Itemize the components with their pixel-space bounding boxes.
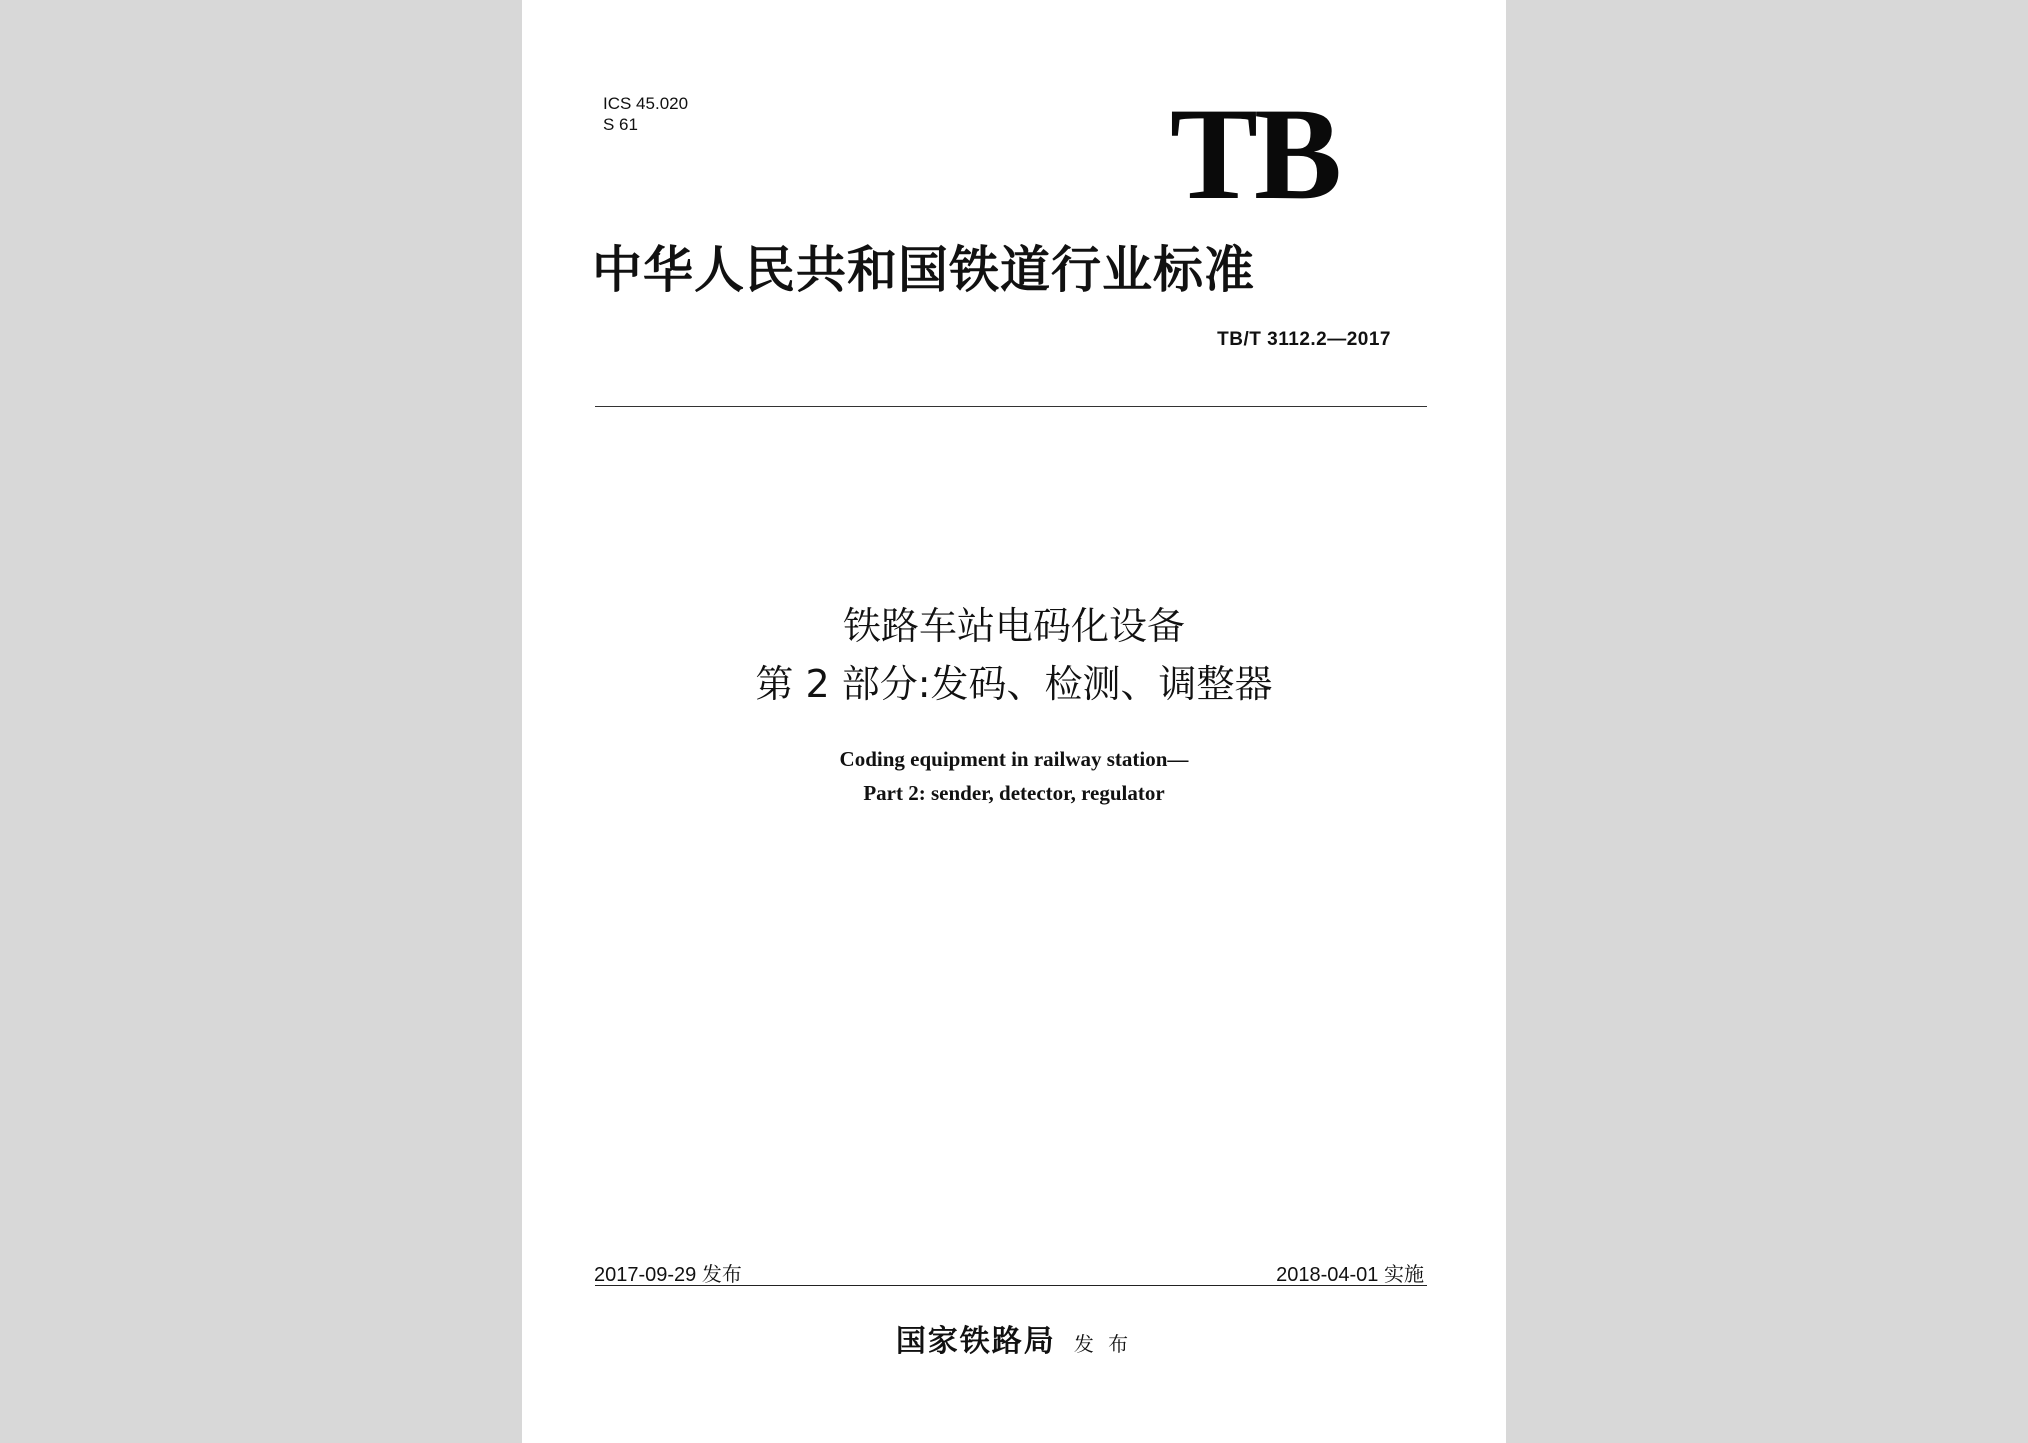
standard-code: TB/T 3112.2—2017 [1217, 329, 1391, 350]
standard-type-name: 中华人民共和国铁道行业标准 [592, 240, 1255, 299]
document-page [522, 0, 1506, 1443]
footer-divider [595, 1285, 1427, 1286]
classification-codes [603, 93, 688, 135]
english-title-line-2: Part 2: sender, detector, regulator [863, 781, 1165, 805]
chinese-title-line-1: 铁路车站电码化设备 [842, 604, 1185, 648]
ics-code: ICS 45.020 [603, 94, 689, 113]
effective-date: 2018-04-01 实施 [1276, 1264, 1424, 1286]
tb-logo: TB [1169, 80, 1338, 227]
english-title-line-1: Coding equipment in railway station— [839, 747, 1189, 771]
issue-date: 2017-09-29 发布 [594, 1264, 742, 1286]
chinese-title-line-2: 第 2 部分:发码、检测、调整器 [755, 662, 1273, 706]
category-code: S 61 [603, 115, 638, 134]
chinese-title [522, 597, 1506, 713]
publisher-organization: 国家铁路局 [895, 1324, 1056, 1359]
header-divider [595, 406, 1427, 407]
publisher-line [522, 1316, 1506, 1360]
publisher-action: 发 布 [1073, 1332, 1133, 1356]
english-title [522, 742, 1506, 810]
